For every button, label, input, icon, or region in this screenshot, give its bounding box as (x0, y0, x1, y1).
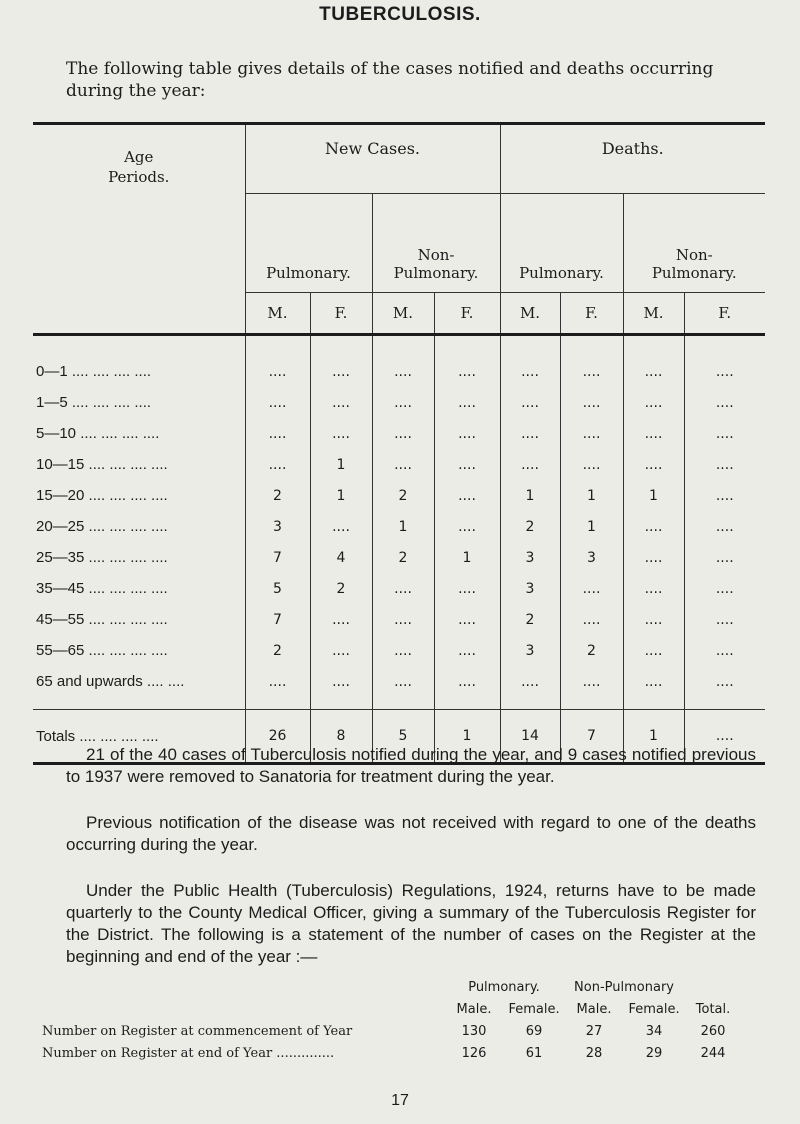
register-cell: 29 (645, 1045, 663, 1061)
register-cell: 260 (700, 1023, 726, 1039)
table-cell: .... (684, 542, 765, 573)
table-cell: .... (434, 666, 500, 710)
table-cell: .... (245, 335, 310, 388)
register-pulmonary-header: Pulmonary. (468, 979, 540, 995)
table-cell: .... (560, 666, 623, 710)
table-cell: .... (245, 666, 310, 710)
table-cell: .... (500, 666, 560, 710)
table-cell: 2 (245, 480, 310, 511)
table-cell: .... (684, 604, 765, 635)
table-cell: .... (623, 635, 684, 666)
table-cell: .... (623, 511, 684, 542)
table-cell: 5 (372, 710, 434, 764)
table-cell: .... (372, 418, 434, 449)
page-title: TUBERCULOSIS. (319, 4, 481, 25)
sex-f-header: F. (434, 293, 500, 335)
table-cell: 1 (434, 542, 500, 573)
age-period-label: 20—25 .... .... .... .... (36, 518, 168, 535)
register-header-row-1 (42, 976, 742, 998)
table-cell: .... (560, 573, 623, 604)
table-row (33, 418, 765, 449)
register-col-header: Female. (628, 1001, 680, 1017)
table-cell: .... (245, 418, 310, 449)
register-cell: 28 (585, 1045, 603, 1061)
table-cell: .... (434, 480, 500, 511)
table-cell: .... (560, 335, 623, 388)
table-cell: .... (434, 449, 500, 480)
register-col-header: Female. (508, 1001, 560, 1017)
table-cell: .... (310, 635, 372, 666)
register-cell: 126 (461, 1045, 487, 1061)
table-cell: .... (684, 710, 765, 764)
table-cell: .... (372, 604, 434, 635)
table-cell: 2 (310, 573, 372, 604)
register-cell: 34 (645, 1023, 663, 1039)
sex-f-header: F. (560, 293, 623, 335)
table-cell: 7 (245, 604, 310, 635)
table-row (33, 449, 765, 480)
sex-m-header: M. (500, 293, 560, 335)
register-row-commencement (42, 1020, 742, 1042)
deaths-header: Deaths. (500, 124, 765, 194)
new-cases-header: New Cases. (245, 124, 500, 194)
table-cell: .... (684, 418, 765, 449)
notification-paragraph: Previous notification of the disease was not received with regard to one of the deaths occurring during the year. (66, 813, 756, 854)
register-cell: 244 (700, 1045, 726, 1061)
table-cell: .... (500, 335, 560, 388)
age-periods-header: Age Periods. (33, 124, 245, 335)
table-cell: .... (500, 449, 560, 480)
table-cell: .... (560, 418, 623, 449)
age-period-label: 35—45 .... .... .... .... (36, 580, 168, 597)
table-cell: .... (684, 573, 765, 604)
page-number: 17 (391, 1092, 409, 1109)
deaths-non-pulmonary-header: Non- Pulmonary. (623, 194, 765, 293)
table-cell: 3 (500, 573, 560, 604)
table-cell: .... (684, 449, 765, 480)
table-cell: .... (434, 511, 500, 542)
register-table (42, 976, 742, 1064)
age-period-label: 5—10 .... .... .... .... (36, 425, 160, 442)
register-col-header: Total. (695, 1001, 731, 1017)
table-cell: .... (684, 480, 765, 511)
table-cell: 1 (310, 480, 372, 511)
sex-m-header: M. (245, 293, 310, 335)
table-cell: 1 (372, 511, 434, 542)
table-cell: .... (434, 418, 500, 449)
age-period-label: 65 and upwards .... .... (36, 673, 185, 690)
table-cell: .... (372, 635, 434, 666)
table-cell: 3 (500, 542, 560, 573)
table-cell: .... (623, 666, 684, 710)
table-cell: 5 (245, 573, 310, 604)
table-cell: .... (684, 387, 765, 418)
table-cell: .... (560, 387, 623, 418)
table-cell: 2 (245, 635, 310, 666)
table-cell: .... (372, 387, 434, 418)
table-cell: .... (310, 666, 372, 710)
table-cell: .... (623, 449, 684, 480)
table-cell: .... (500, 418, 560, 449)
new-pulmonary-header: Pulmonary. (245, 194, 372, 293)
table-cell: 1 (500, 480, 560, 511)
age-period-label: 25—35 .... .... .... .... (36, 549, 168, 566)
table-cell: 1 (623, 710, 684, 764)
table-cell: 14 (500, 710, 560, 764)
table-cell: .... (684, 511, 765, 542)
table-row (33, 604, 765, 635)
table-cell: .... (623, 542, 684, 573)
intro-paragraph: The following table gives details of the cases notified and deaths occurring during the year: (66, 59, 714, 101)
table-row (33, 542, 765, 573)
sex-f-header: F. (310, 293, 372, 335)
table-cell: 1 (434, 710, 500, 764)
table-cell: .... (684, 666, 765, 710)
table-cell: .... (310, 335, 372, 388)
table-cell: 7 (245, 542, 310, 573)
new-non-pulmonary-header: Non- Pulmonary. (372, 194, 500, 293)
table-cell: .... (684, 335, 765, 388)
age-period-label: 45—55 .... .... .... .... (36, 611, 168, 628)
table-cell: .... (310, 604, 372, 635)
table-cell: .... (245, 449, 310, 480)
tuberculosis-table (33, 122, 765, 765)
table-cell: .... (434, 635, 500, 666)
table-cell: .... (310, 387, 372, 418)
table-row (33, 666, 765, 710)
age-period-label: 15—20 .... .... .... .... (36, 487, 168, 504)
table-cell: .... (310, 418, 372, 449)
age-period-label: 55—65 .... .... .... .... (36, 642, 168, 659)
table-cell: 3 (560, 542, 623, 573)
table-cell: .... (560, 449, 623, 480)
table-cell: 1 (560, 480, 623, 511)
table-cell: .... (434, 573, 500, 604)
table-cell: 1 (560, 511, 623, 542)
register-row-end (42, 1042, 742, 1064)
table-cell: .... (434, 335, 500, 388)
table-cell: .... (372, 449, 434, 480)
register-cell: 27 (585, 1023, 603, 1039)
regulations-paragraph: Under the Public Health (Tuberculosis) Regulations, 1924, returns have to be made quarterly to the County Medical Officer, giving a summary of the Tuberculosis Register for the District. The following is a statement of the number of cases on the Register at the beginning and end of the year :— (66, 881, 756, 966)
register-cell: 61 (525, 1045, 543, 1061)
table-cell: .... (372, 666, 434, 710)
table-cell: .... (310, 511, 372, 542)
table-cell: .... (245, 387, 310, 418)
table-cell: 26 (245, 710, 310, 764)
table-cell: .... (434, 604, 500, 635)
table-cell: 7 (560, 710, 623, 764)
age-period-label: 0—1 .... .... .... .... (36, 363, 152, 380)
table-cell: .... (684, 635, 765, 666)
table-row (33, 635, 765, 666)
table-cell: .... (372, 573, 434, 604)
table-cell: 1 (310, 449, 372, 480)
table-cell: 4 (310, 542, 372, 573)
table-cell: .... (623, 335, 684, 388)
table-row (33, 480, 765, 511)
table-cell: 2 (500, 604, 560, 635)
table-cell: 1 (623, 480, 684, 511)
deaths-pulmonary-header: Pulmonary. (500, 194, 623, 293)
sex-f-header: F. (684, 293, 765, 335)
register-header-row-2 (42, 998, 742, 1020)
age-period-label: 10—15 .... .... .... .... (36, 456, 168, 473)
sanatoria-paragraph: 21 of the 40 cases of Tuberculosis notified during the year, and 9 cases notified previous to 1937 were removed to Sanatoria for treatment during the year. (66, 745, 756, 786)
totals-label: Totals .... .... .... .... (33, 710, 245, 764)
table-cell: 2 (372, 542, 434, 573)
sex-m-header: M. (623, 293, 684, 335)
table-cell: 3 (245, 511, 310, 542)
table-row (33, 387, 765, 418)
register-col-header: Male. (456, 1001, 492, 1017)
register-cell: 69 (525, 1023, 543, 1039)
table-cell: .... (372, 335, 434, 388)
table-row (33, 511, 765, 542)
age-period-label: 1—5 .... .... .... .... (36, 394, 152, 411)
table-cell: .... (623, 573, 684, 604)
table-cell: 2 (372, 480, 434, 511)
register-cell: 130 (461, 1023, 487, 1039)
register-row-label: Number on Register at end of Year .............. (42, 1045, 335, 1061)
table-cell: 8 (310, 710, 372, 764)
table-row (33, 573, 765, 604)
sex-m-header: M. (372, 293, 434, 335)
table-cell: 2 (500, 511, 560, 542)
register-col-header: Male. (576, 1001, 612, 1017)
table-cell: .... (500, 387, 560, 418)
table-cell: 2 (560, 635, 623, 666)
table-cell: .... (623, 387, 684, 418)
table-cell: 3 (500, 635, 560, 666)
table-cell: .... (434, 387, 500, 418)
table-cell: .... (623, 604, 684, 635)
header-row-groups (33, 124, 765, 194)
table-cell: .... (560, 604, 623, 635)
table-cell: .... (623, 418, 684, 449)
register-non-pulmonary-header: Non-Pulmonary (574, 979, 674, 995)
table-row (33, 335, 765, 388)
register-row-label: Number on Register at commencement of Year (42, 1023, 353, 1039)
